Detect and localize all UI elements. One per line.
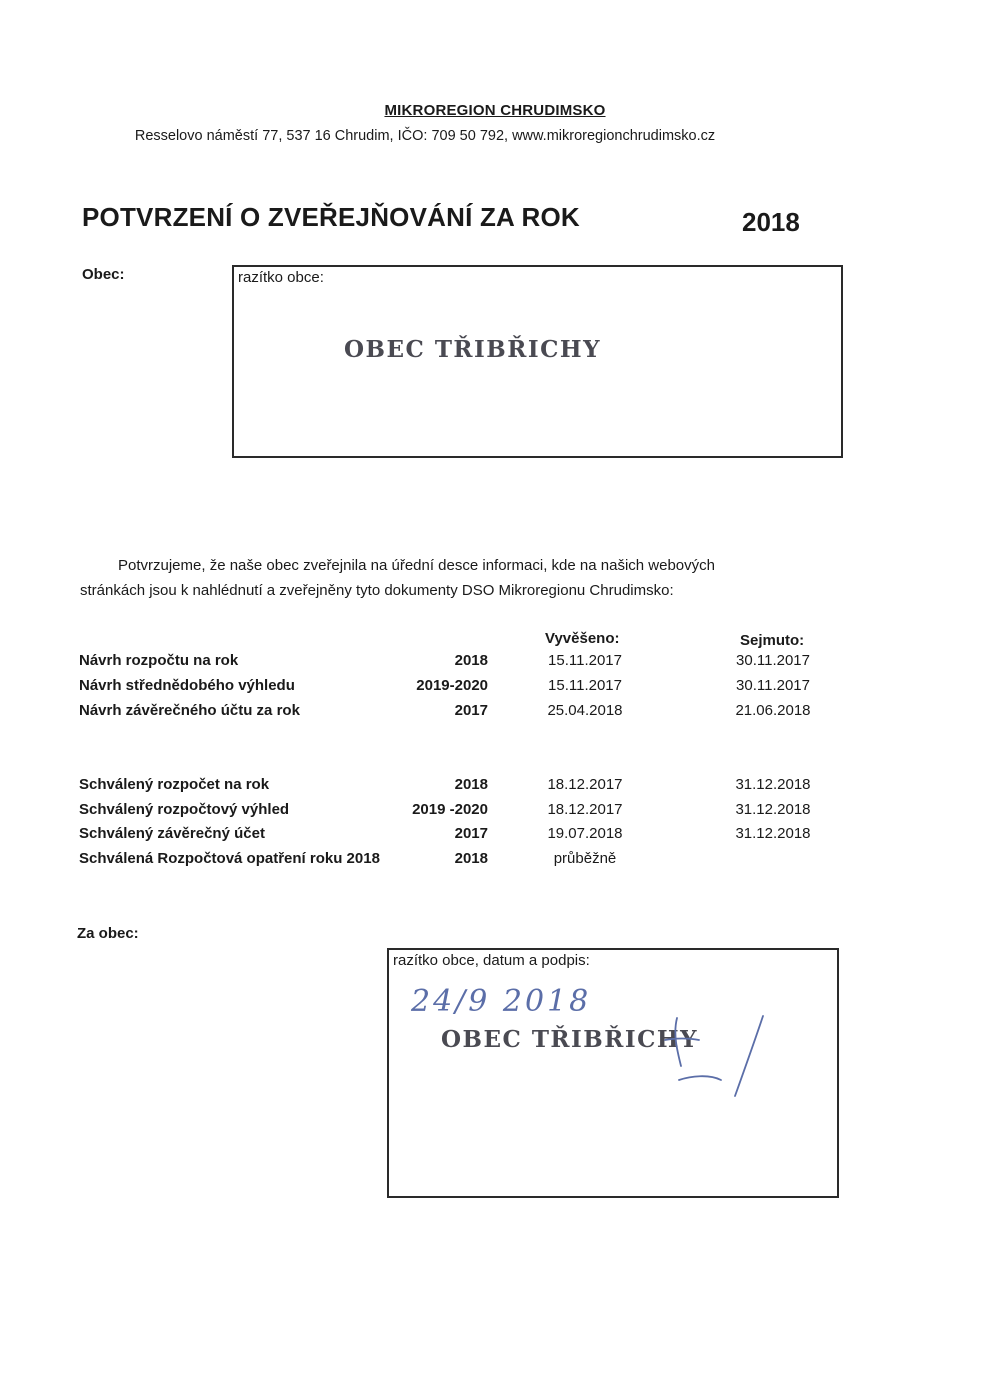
row-removed-date: 31.12.2018: [735, 801, 811, 818]
row-year: 2017: [454, 702, 488, 719]
row-document-name: Schválený rozpočtový výhled: [79, 801, 290, 818]
intro-paragraph: Potvrzujeme, že naše obec zveřejnila na úřední desce informaci, kde na našich webových stránkách jsou k nahlédnutí a zveřejněny tyto dokumenty DSO Mikroregionu Chrudimsko:: [80, 557, 715, 599]
signature-stamp: OBEC TŘIBŘICHY: [441, 1026, 699, 1053]
row-year: 2019-2020: [416, 677, 488, 694]
signature-box: [387, 948, 839, 1198]
row-document-name: Schválený rozpočet na rok: [79, 776, 270, 793]
row-year: 2017: [454, 825, 488, 842]
row-posted-date: 19.07.2018: [547, 825, 623, 842]
row-document-name: Schválený závěrečný účet: [79, 825, 265, 842]
table-row: [0, 652, 990, 676]
row-removed-date: 30.11.2017: [736, 677, 810, 694]
municipality-stamp: OBEC TŘIBŘICHY: [344, 336, 602, 363]
row-posted-date: 15.11.2017: [548, 677, 622, 694]
organization-name: MIKROREGION CHRUDIMSKO: [384, 102, 606, 119]
table-row: [0, 801, 990, 825]
row-year: 2018: [454, 776, 488, 793]
row-document-name: Návrh závěrečného účtu za rok: [79, 702, 300, 719]
table-row: [0, 825, 990, 849]
table-row: [0, 850, 990, 874]
municipality-stamp-box-label: razítko obce:: [238, 269, 324, 286]
document-year: 2018: [742, 207, 800, 237]
signature-label: Za obec:: [77, 925, 139, 942]
row-removed-date: 21.06.2018: [735, 702, 811, 719]
document-title: POTVRZENÍ O ZVEŘEJŇOVÁNÍ ZA ROK: [82, 202, 580, 232]
table-row: [0, 776, 990, 800]
municipality-stamp-box: [232, 265, 843, 458]
handwritten-date: 24/9 2018: [411, 984, 592, 1019]
row-removed-date: 31.12.2018: [735, 776, 811, 793]
row-posted-date: 25.04.2018: [547, 702, 623, 719]
row-removed-date: 31.12.2018: [735, 825, 811, 842]
row-posted-date: 15.11.2017: [548, 652, 622, 669]
row-document-name: Schválená Rozpočtová opatření roku 2018: [79, 850, 380, 867]
row-year: 2019 -2020: [412, 801, 488, 818]
municipality-label: Obec:: [82, 266, 125, 283]
row-posted-date: 18.12.2017: [547, 776, 623, 793]
row-year: 2018: [454, 850, 488, 867]
column-header-removed: Sejmuto:: [740, 632, 805, 649]
row-posted-date: průběžně: [553, 850, 617, 867]
row-year: 2018: [454, 652, 488, 669]
row-document-name: Návrh střednědobého výhledu: [79, 677, 295, 694]
organization-address: Resselovo náměstí 77, 537 16 Chrudim, IČO: 709 50 792, www.mikroregionchrudimsko.cz: [134, 128, 716, 144]
row-posted-date: 18.12.2017: [547, 801, 623, 818]
handwritten-signature: [659, 1010, 779, 1100]
row-document-name: Návrh rozpočtu na rok: [79, 652, 239, 669]
signature-box-label: razítko obce, datum a podpis:: [393, 952, 590, 969]
row-removed-date: 30.11.2017: [736, 652, 810, 669]
column-header-posted: Vyvěšeno:: [545, 630, 620, 647]
table-row: [0, 677, 990, 701]
table-row: [0, 702, 990, 726]
